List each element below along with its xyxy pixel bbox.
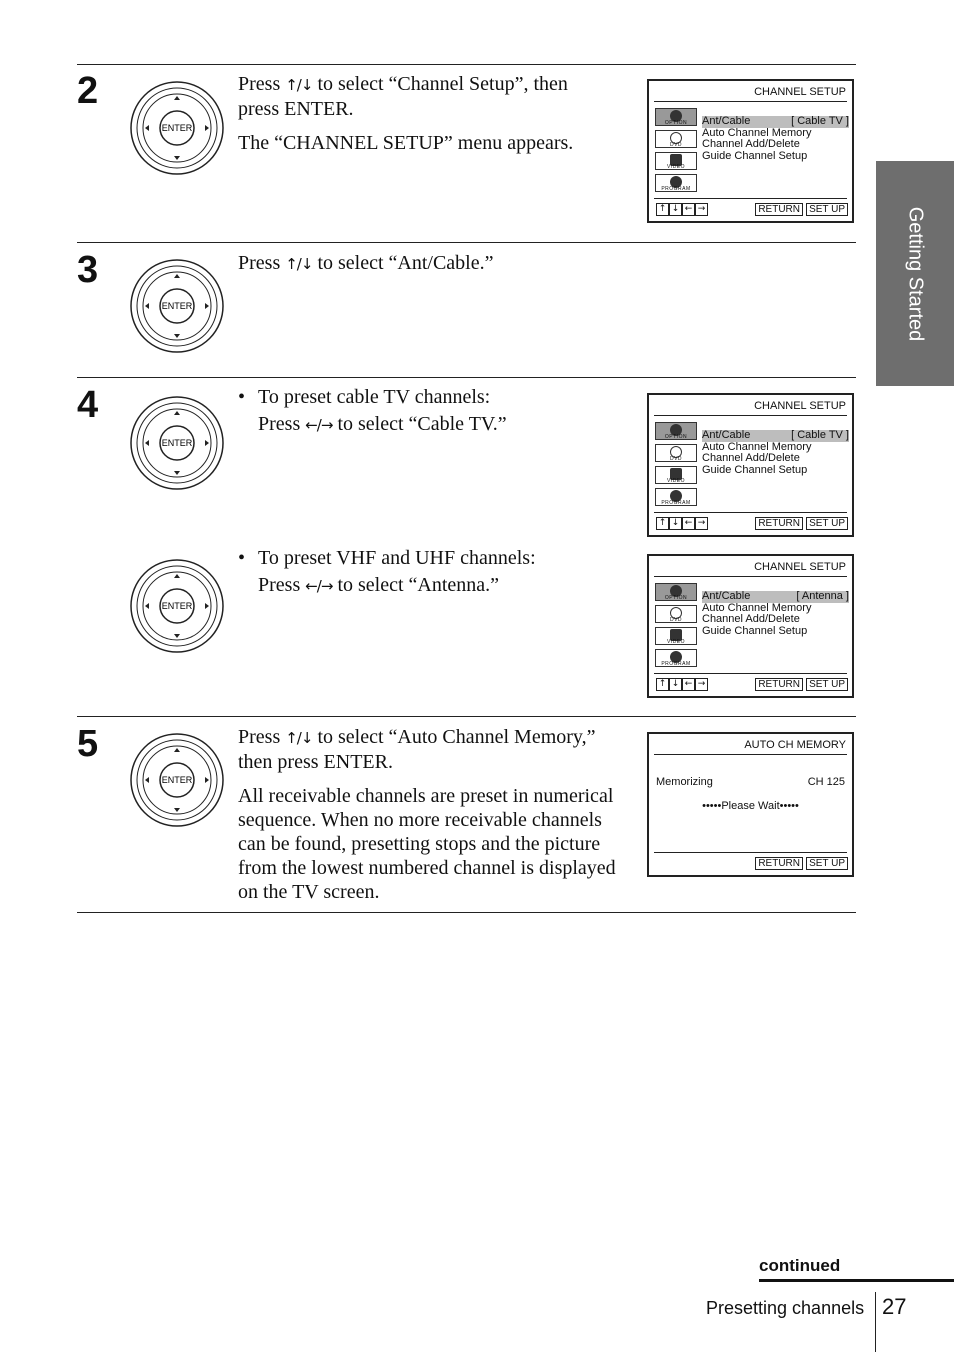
dvd-icon: DVD: [655, 605, 697, 623]
step-2-text: Press ↑/↓ to select “Channel Setup”, then press ENTER. The “CHANNEL SETUP” menu appears.: [238, 73, 574, 154]
left-arrow-icon: ←: [682, 678, 695, 691]
option-icon: OPTION: [655, 422, 697, 440]
menu-item: Auto Channel Memory: [702, 440, 812, 453]
menu-item: Channel Add/Delete: [702, 613, 800, 625]
program-icon: PROGRAM: [655, 488, 697, 506]
pad-label: ENTER: [161, 301, 193, 311]
step-4-bullet-antenna: • To preset VHF and UHF channels: Press ←/→ to select “Antenna.”: [238, 547, 536, 596]
screen-title: CHANNEL SETUP: [754, 400, 846, 412]
option-icon: OPTION: [655, 108, 697, 126]
up-down-arrow-icon: ↑/↓: [285, 76, 313, 94]
please-wait: •••••Please Wait•••••: [702, 800, 799, 812]
option-icon: OPTION: [655, 583, 697, 601]
divider: [875, 1292, 876, 1352]
continued-label: continued: [759, 1256, 841, 1275]
up-arrow-icon: ↑: [656, 203, 669, 216]
setup-button: SET UP: [806, 857, 848, 870]
enter-pad-icon: [129, 395, 225, 491]
up-arrow-icon: ↑: [656, 678, 669, 691]
menu-list: [702, 116, 849, 162]
tv-screen-channel-setup-cable: [647, 393, 854, 537]
menu-item-ant-cable: Ant/Cable [ Antenna ]: [702, 590, 849, 602]
footer-section: Presetting channels: [706, 1298, 865, 1318]
divider: [77, 242, 856, 243]
up-arrow-icon: ↑: [656, 517, 669, 530]
section-tab: [876, 161, 954, 386]
menu-item: Auto Channel Memory: [702, 126, 812, 139]
menu-item: Channel Add/Delete: [702, 452, 800, 464]
program-icon: PROGRAM: [655, 649, 697, 667]
divider: [77, 716, 856, 717]
step-4-bullet-cable: • To preset cable TV channels: Press ←/→ to select “Cable TV.”: [238, 386, 507, 435]
left-arrow-icon: ←: [682, 517, 695, 530]
right-arrow-icon: →: [695, 517, 708, 530]
down-arrow-icon: ↓: [669, 203, 682, 216]
video-icon: VIDEO: [655, 152, 697, 170]
divider: [77, 64, 856, 65]
dvd-icon: DVD: [655, 130, 697, 148]
setup-button: SET UP: [806, 517, 848, 530]
program-icon: PROGRAM: [655, 174, 697, 192]
menu-item: Guide Channel Setup: [702, 463, 808, 476]
menu-item-ant-cable: Ant/Cable [ Cable TV ]: [702, 115, 849, 127]
menu-item: Guide Channel Setup: [702, 149, 808, 162]
up-down-arrow-icon: ↑/↓: [285, 255, 313, 273]
step-number: 3: [77, 249, 99, 291]
nav-buttons: [656, 517, 708, 530]
enter-pad-icon: [129, 258, 225, 354]
menu-list: [702, 430, 849, 476]
menu-item: Auto Channel Memory: [702, 601, 812, 614]
pad-label: ENTER: [161, 601, 193, 611]
video-icon: VIDEO: [655, 466, 697, 484]
menu-icons: [655, 422, 697, 510]
dvd-icon: DVD: [655, 444, 697, 462]
return-button: RETURN: [755, 857, 803, 870]
down-arrow-icon: ↓: [669, 517, 682, 530]
right-arrow-icon: →: [695, 203, 708, 216]
menu-item: Channel Add/Delete: [702, 138, 800, 150]
return-button: RETURN: [755, 517, 803, 530]
page-number: 27: [882, 1294, 907, 1319]
menu-icons: [655, 108, 697, 196]
menu-icons: [655, 583, 697, 671]
right-arrow-icon: →: [695, 678, 708, 691]
screen-title: CHANNEL SETUP: [754, 561, 846, 573]
step-number: 5: [77, 723, 99, 765]
nav-buttons: [656, 203, 708, 216]
nav-buttons: [656, 678, 708, 691]
menu-item-ant-cable: Ant/Cable [ Cable TV ]: [702, 429, 849, 441]
divider: [759, 1279, 954, 1282]
up-down-arrow-icon: ↑/↓: [285, 729, 313, 747]
menu-item: Guide Channel Setup: [702, 624, 808, 637]
enter-pad-icon: [129, 732, 225, 828]
setup-button: SET UP: [806, 678, 848, 691]
left-arrow-icon: ←: [682, 203, 695, 216]
menu-list: [702, 591, 849, 637]
section-tab-label: Getting Started: [904, 206, 927, 341]
divider: [77, 912, 856, 913]
tv-screen-auto-ch-memory: [647, 732, 854, 877]
video-icon: VIDEO: [655, 627, 697, 645]
step-number: 4: [77, 384, 99, 426]
step-number: 2: [77, 70, 99, 112]
screen-title: AUTO CH MEMORY: [744, 739, 846, 751]
step-3-text: Press ↑/↓ to select “Ant/Cable.”: [238, 252, 494, 274]
pad-label: ENTER: [161, 438, 193, 448]
pad-label: ENTER: [161, 123, 193, 133]
memorizing-status: Memorizing: [656, 776, 713, 788]
enter-pad-icon: [129, 558, 225, 654]
return-button: RETURN: [755, 203, 803, 216]
down-arrow-icon: ↓: [669, 678, 682, 691]
channel-readout: CH 125: [807, 776, 845, 788]
step-5-text: Press ↑/↓ to select “Auto Channel Memory,” then press ENTER. All receivable channels are preset in numerical sequence. When no more receivable channels can be found, presetting stops and the picture from the lowest numbered channel is displayed on the TV screen.: [238, 726, 616, 903]
enter-pad-icon: [129, 80, 225, 176]
screen-title: CHANNEL SETUP: [754, 86, 846, 98]
setup-button: SET UP: [806, 203, 848, 216]
divider: [77, 377, 856, 378]
pad-label: ENTER: [161, 775, 193, 785]
tv-screen-channel-setup-antenna: [647, 554, 854, 698]
return-button: RETURN: [755, 678, 803, 691]
left-right-arrow-icon: ←/→: [305, 416, 333, 434]
tv-screen-channel-setup: [647, 79, 854, 223]
left-right-arrow-icon: ←/→: [305, 577, 333, 595]
